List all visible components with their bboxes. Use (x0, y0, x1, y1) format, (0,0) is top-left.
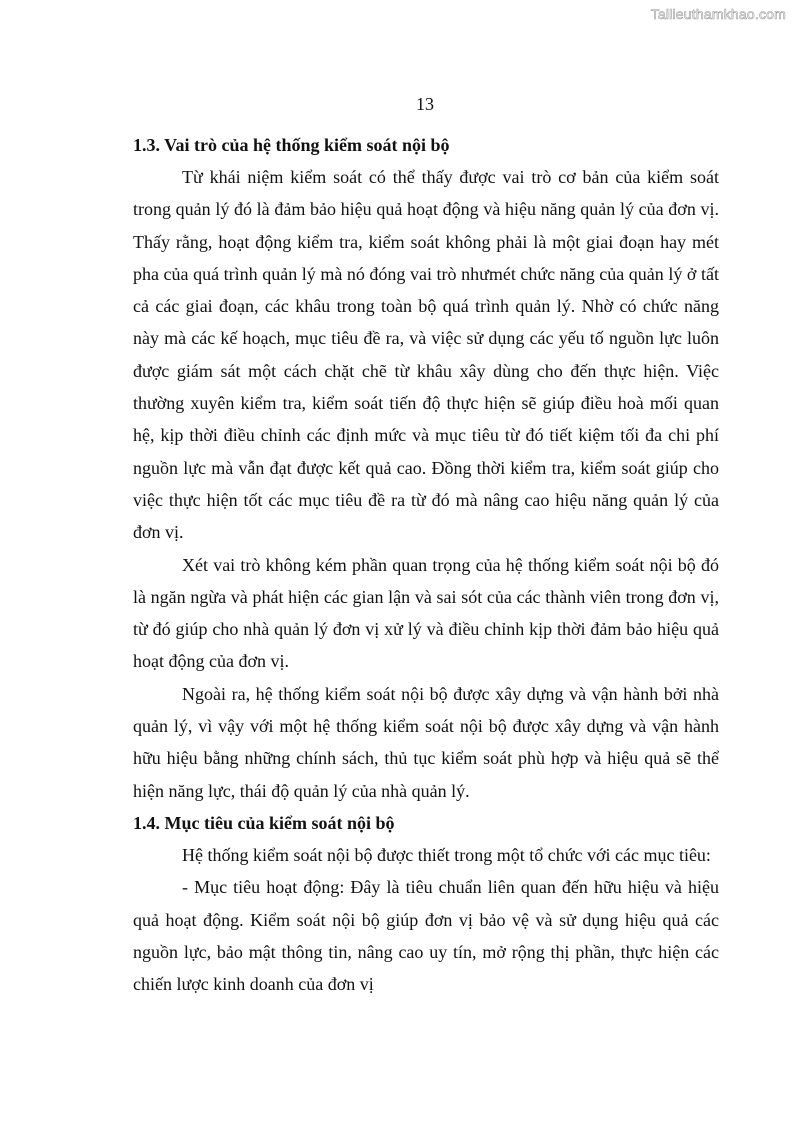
paragraph: - Mục tiêu hoạt động: Đây là tiêu chuẩn liên quan đến hữu hiệu và hiệu quả hoạt động. Kiểm soát nội bộ giúp đơn vị bảo vệ và sử dụng hiệu quả các nguồn lực, bảo mật thông tin, nâng cao uy tín, mở rộng thị phần, thực hiện các chiến lược kinh doanh của đơn vị (133, 877, 719, 995)
section-heading: 1.3. Vai trò của hệ thống kiểm soát nội bộ (133, 135, 450, 155)
paragraph: Xét vai trò không kém phần quan trọng của hệ thống kiểm soát nội bộ đó là ngăn ngừa và phát hiện các gian lận và sai sót của các thành viên trong đơn vị, từ đó giúp cho nhà quản lý đơn vị xử lý và điều chỉnh kịp thời đảm bảo hiệu quả hoạt động của đơn vị. (133, 554, 719, 672)
section-1-3 (133, 129, 719, 807)
document-body (133, 129, 719, 1000)
section-heading: 1.4. Mục tiêu của kiểm soát nội bộ (133, 812, 395, 833)
paragraph: Ngoài ra, hệ thống kiểm soát nội bộ được xây dựng và vận hành bởi nhà quản lý, vì vậy với một hệ thống kiểm soát nội bộ được xây dựng và vận hành hữu hiệu bằng những chính sách, thủ tục kiểm soát phù hợp và hiệu quả sẽ thể hiện năng lực, thái độ quản lý của nhà quản lý. (133, 683, 719, 801)
section-1-4 (133, 807, 719, 1000)
paragraph: Từ khái niệm kiểm soát có thể thấy được vai trò cơ bản của kiểm soát trong quản lý đó là đảm bảo hiệu quả hoạt động và hiệu năng quản lý của đơn vị. Thấy rằng, hoạt động kiểm tra, kiểm soát không phải là một giai đoạn hay mét pha của quá trình quản lý mà nó đóng vai trò nhưmét chức năng của quản lý ở tất cả các giai đoạn, các khâu trong toàn bộ quá trình quản lý. Nhờ có chức năng này mà các kế hoạch, mục tiêu đề ra, và việc sử dụng các yếu tố nguồn lực luôn được giám sát một cách chặt chẽ từ khâu xây dùng cho đến thực hiện. Việc thường xuyên kiểm tra, kiểm soát tiến độ thực hiện sẽ giúp điều hoà mối quan hệ, kịp thời điều chỉnh các định mức và mục tiêu từ đó tiết kiệm tối đa chi phí nguồn lực mà vẫn đạt được kết quả cao. Đồng thời kiểm tra, kiểm soát giúp cho việc thực hiện tốt các mục tiêu đề ra từ đó mà nâng cao hiệu năng quản lý của đơn vị. (133, 167, 719, 543)
watermark-text: Tailieuthamkhao.com (650, 6, 786, 22)
page-number: 13 (416, 94, 434, 114)
paragraph: Hệ thống kiểm soát nội bộ được thiết trong một tổ chức với các mục tiêu: (182, 844, 711, 865)
